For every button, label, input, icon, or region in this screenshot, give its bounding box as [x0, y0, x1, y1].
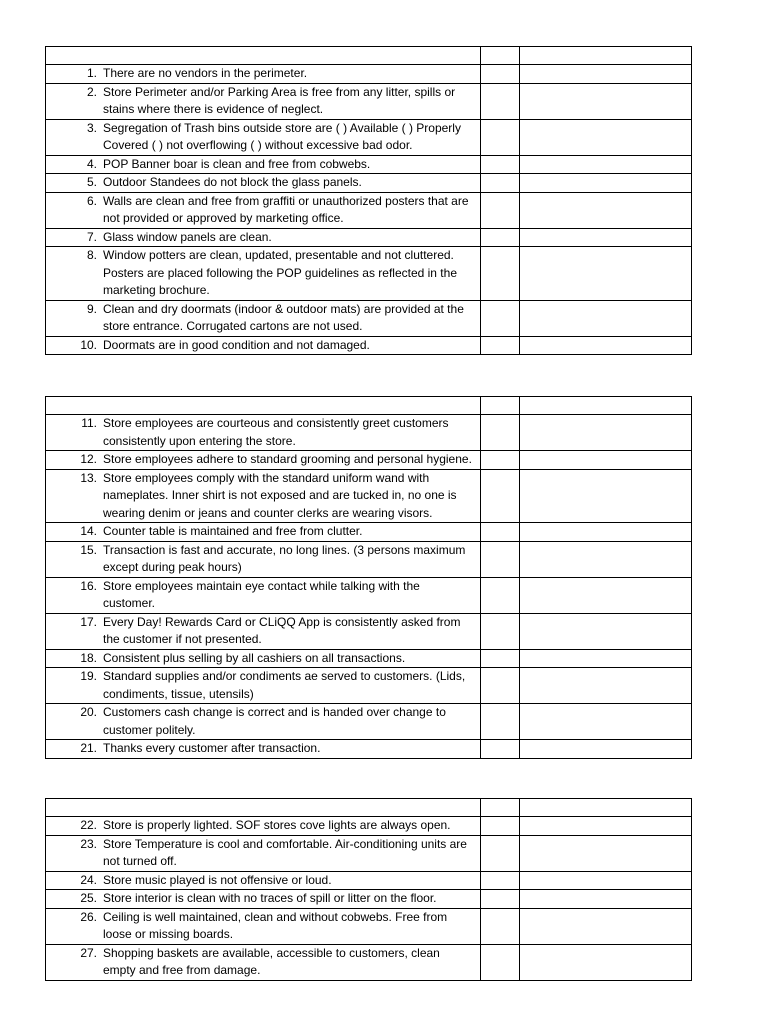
checklist-row — [46, 649, 692, 668]
check-cell[interactable] — [481, 228, 520, 247]
header-cell — [520, 397, 692, 415]
checklist-row — [46, 908, 692, 944]
checklist-row — [46, 451, 692, 470]
item-cell — [46, 944, 481, 980]
item-text: Store is properly lighted. SOF stores cove lights are always open. — [103, 818, 451, 832]
item-cell — [46, 577, 481, 613]
item-text: Store interior is clean with no traces of spill or litter on the floor. — [103, 891, 437, 905]
check-cell[interactable] — [481, 451, 520, 470]
item-number: 3. — [86, 120, 97, 135]
checklist-row — [46, 523, 692, 542]
remarks-cell[interactable] — [520, 523, 692, 542]
checklist-row — [46, 668, 692, 704]
item-cell — [46, 192, 481, 228]
check-cell[interactable] — [481, 300, 520, 336]
remarks-cell[interactable] — [520, 155, 692, 174]
check-cell[interactable] — [481, 704, 520, 740]
header-cell — [481, 397, 520, 415]
remarks-cell[interactable] — [520, 65, 692, 84]
item-text: Ceiling is well maintained, clean and without cobwebs. Free from loose or missing boards. — [103, 909, 448, 941]
item-number: 13. — [80, 470, 97, 485]
item-text: Glass window panels are clean. — [103, 229, 272, 244]
item-number: 24. — [80, 872, 97, 887]
checklist-row — [46, 192, 692, 228]
remarks-cell[interactable] — [520, 704, 692, 740]
remarks-cell[interactable] — [520, 415, 692, 451]
item-text: Segregation of Trash bins outside store are ( ) Available ( ) Properly Covered ( ) not overflowing ( ) without excessive bad odor. — [103, 120, 461, 152]
item-number: 10. — [80, 337, 97, 352]
header-cell — [481, 799, 520, 817]
item-cell — [46, 835, 481, 871]
checklist-row — [46, 174, 692, 193]
check-cell[interactable] — [481, 415, 520, 451]
remarks-cell[interactable] — [520, 192, 692, 228]
remarks-cell[interactable] — [520, 336, 692, 355]
item-cell — [46, 908, 481, 944]
item-text: Window potters are clean, updated, presentable and not cluttered. Posters are placed following the POP guidelines as reflected in the marketing brochure. — [103, 248, 457, 297]
item-text: Thanks every customer after transaction. — [103, 741, 321, 755]
remarks-cell[interactable] — [520, 451, 692, 470]
item-number: 6. — [86, 193, 97, 208]
item-text: Consistent plus selling by all cashiers on all transactions. — [103, 650, 406, 665]
check-cell[interactable] — [481, 541, 520, 577]
check-cell[interactable] — [481, 83, 520, 119]
checklist-row — [46, 835, 692, 871]
item-cell — [46, 704, 481, 740]
item-number: 9. — [86, 301, 97, 316]
header-cell — [46, 397, 481, 415]
item-text: Walls are clean and free from graffiti or unauthorized posters that are not provided or approved by marketing office. — [103, 193, 469, 225]
check-cell[interactable] — [481, 835, 520, 871]
item-text: Outdoor Standees do not block the glass panels. — [103, 175, 362, 189]
checklist-section-perimeter — [45, 46, 692, 355]
check-cell[interactable] — [481, 649, 520, 668]
header-cell — [520, 47, 692, 65]
item-number: 16. — [80, 578, 97, 593]
item-cell — [46, 155, 481, 174]
checklist-row — [46, 704, 692, 740]
remarks-cell[interactable] — [520, 649, 692, 668]
item-cell — [46, 247, 481, 301]
item-text: There are no vendors in the perimeter. — [103, 66, 308, 80]
check-cell[interactable] — [481, 192, 520, 228]
check-cell[interactable] — [481, 944, 520, 980]
item-text: Store employees adhere to standard grooming and personal hygiene. — [103, 452, 472, 466]
checklist-row — [46, 871, 692, 890]
item-number: 25. — [80, 891, 97, 905]
item-cell — [46, 228, 481, 247]
remarks-cell[interactable] — [520, 83, 692, 119]
check-cell[interactable] — [481, 817, 520, 836]
check-cell[interactable] — [481, 740, 520, 759]
checklist-row — [46, 469, 692, 523]
section-header-row — [46, 397, 692, 415]
item-cell — [46, 336, 481, 355]
remarks-cell[interactable] — [520, 668, 692, 704]
remarks-cell[interactable] — [520, 613, 692, 649]
item-number: 15. — [80, 542, 97, 557]
item-number: 2. — [86, 84, 97, 99]
item-text: Every Day! Rewards Card or CLiQQ App is consistently asked from the customer if not presented. — [103, 614, 461, 646]
item-text: Standard supplies and/or condiments ae served to customers. (Lids, condiments, tissue, utensils) — [103, 669, 466, 701]
check-cell[interactable] — [481, 871, 520, 890]
item-text: Doormats are in good condition and not damaged. — [103, 337, 370, 352]
item-cell — [46, 415, 481, 451]
checklist-row — [46, 740, 692, 759]
check-cell[interactable] — [481, 174, 520, 193]
remarks-cell[interactable] — [520, 228, 692, 247]
checklist-section-store-interior — [45, 798, 692, 981]
item-number: 17. — [80, 614, 97, 629]
item-cell — [46, 668, 481, 704]
item-number: 8. — [86, 248, 97, 262]
check-cell[interactable] — [481, 119, 520, 155]
item-text: Shopping baskets are available, accessible to customers, clean empty and free from damage. — [103, 945, 440, 977]
item-text: Store employees are courteous and consistently greet customers consistently upon entering the store. — [103, 416, 449, 448]
remarks-cell[interactable] — [520, 119, 692, 155]
checklist-row — [46, 300, 692, 336]
item-cell — [46, 469, 481, 523]
item-cell — [46, 871, 481, 890]
item-number: 1. — [86, 66, 97, 80]
checklist-row — [46, 83, 692, 119]
check-cell[interactable] — [481, 65, 520, 84]
check-cell[interactable] — [481, 469, 520, 523]
remarks-cell[interactable] — [520, 871, 692, 890]
checklist-row — [46, 613, 692, 649]
item-number: 11. — [81, 416, 97, 430]
item-text: Store employees maintain eye contact while talking with the customer. — [103, 578, 420, 610]
item-number: 7. — [86, 229, 97, 244]
item-cell — [46, 649, 481, 668]
item-cell — [46, 740, 481, 759]
header-cell — [46, 799, 481, 817]
item-number: 22. — [80, 818, 97, 832]
remarks-cell[interactable] — [520, 817, 692, 836]
header-cell — [520, 799, 692, 817]
item-number: 19. — [80, 669, 97, 683]
item-text: Store employees comply with the standard uniform wand with nameplates. Inner shirt is not exposed and are tucked in, no one is wearing denim or jeans and counter clerks are wearing visors. — [103, 470, 457, 520]
item-cell — [46, 817, 481, 836]
header-cell — [481, 47, 520, 65]
item-number: 26. — [80, 909, 97, 924]
item-cell — [46, 613, 481, 649]
section-header-row — [46, 799, 692, 817]
checklist-row — [46, 944, 692, 980]
item-cell — [46, 174, 481, 193]
check-cell[interactable] — [481, 155, 520, 174]
item-text: Customers cash change is correct and is handed over change to customer politely. — [103, 705, 446, 737]
section-header-row — [46, 47, 692, 65]
item-number: 27. — [80, 945, 97, 960]
item-text: Store Temperature is cool and comfortable. Air-conditioning units are not turned off. — [103, 836, 467, 868]
item-cell — [46, 119, 481, 155]
remarks-cell[interactable] — [520, 577, 692, 613]
item-cell — [46, 541, 481, 577]
item-cell — [46, 300, 481, 336]
remarks-cell[interactable] — [520, 541, 692, 577]
checklist-row — [46, 415, 692, 451]
item-number: 18. — [80, 650, 97, 665]
remarks-cell[interactable] — [520, 908, 692, 944]
checklist-row — [46, 65, 692, 84]
item-number: 20. — [80, 705, 97, 719]
item-cell — [46, 523, 481, 542]
item-number: 21. — [80, 741, 97, 755]
item-cell — [46, 65, 481, 84]
remarks-cell[interactable] — [520, 174, 692, 193]
item-text: Store Perimeter and/or Parking Area is free from any litter, spills or stains where there is evidence of neglect. — [103, 84, 456, 116]
item-text: Transaction is fast and accurate, no long lines. (3 persons maximum except during peak hours) — [103, 542, 466, 574]
remarks-cell[interactable] — [520, 835, 692, 871]
check-cell[interactable] — [481, 577, 520, 613]
remarks-cell[interactable] — [520, 469, 692, 523]
check-cell[interactable] — [481, 908, 520, 944]
checklist-section-employees — [45, 396, 692, 759]
check-cell[interactable] — [481, 890, 520, 909]
remarks-cell[interactable] — [520, 944, 692, 980]
checklist-row — [46, 890, 692, 909]
item-number: 4. — [86, 156, 97, 171]
checklist-row — [46, 155, 692, 174]
checklist-row — [46, 119, 692, 155]
item-number: 23. — [80, 836, 97, 851]
check-cell[interactable] — [481, 247, 520, 301]
item-number: 12. — [80, 452, 97, 466]
check-cell[interactable] — [481, 668, 520, 704]
item-text: Counter table is maintained and free from clutter. — [103, 524, 363, 538]
remarks-cell[interactable] — [520, 740, 692, 759]
check-cell[interactable] — [481, 613, 520, 649]
checklist-row — [46, 817, 692, 836]
item-cell — [46, 890, 481, 909]
item-cell — [46, 83, 481, 119]
item-text: Store music played is not offensive or loud. — [103, 872, 332, 887]
checklist-row — [46, 541, 692, 577]
checklist-row — [46, 577, 692, 613]
item-cell — [46, 451, 481, 470]
item-number: 14. — [80, 524, 97, 538]
item-text: POP Banner boar is clean and free from cobwebs. — [103, 156, 371, 171]
item-number: 5. — [86, 175, 97, 189]
header-cell — [46, 47, 481, 65]
checklist-row — [46, 247, 692, 301]
item-text: Clean and dry doormats (indoor & outdoor mats) are provided at the store entrance. Corrugated cartons are not used. — [103, 301, 464, 333]
remarks-cell[interactable] — [520, 300, 692, 336]
checklist-row — [46, 336, 692, 355]
remarks-cell[interactable] — [520, 247, 692, 301]
checklist-row — [46, 228, 692, 247]
remarks-cell[interactable] — [520, 890, 692, 909]
check-cell[interactable] — [481, 523, 520, 542]
check-cell[interactable] — [481, 336, 520, 355]
